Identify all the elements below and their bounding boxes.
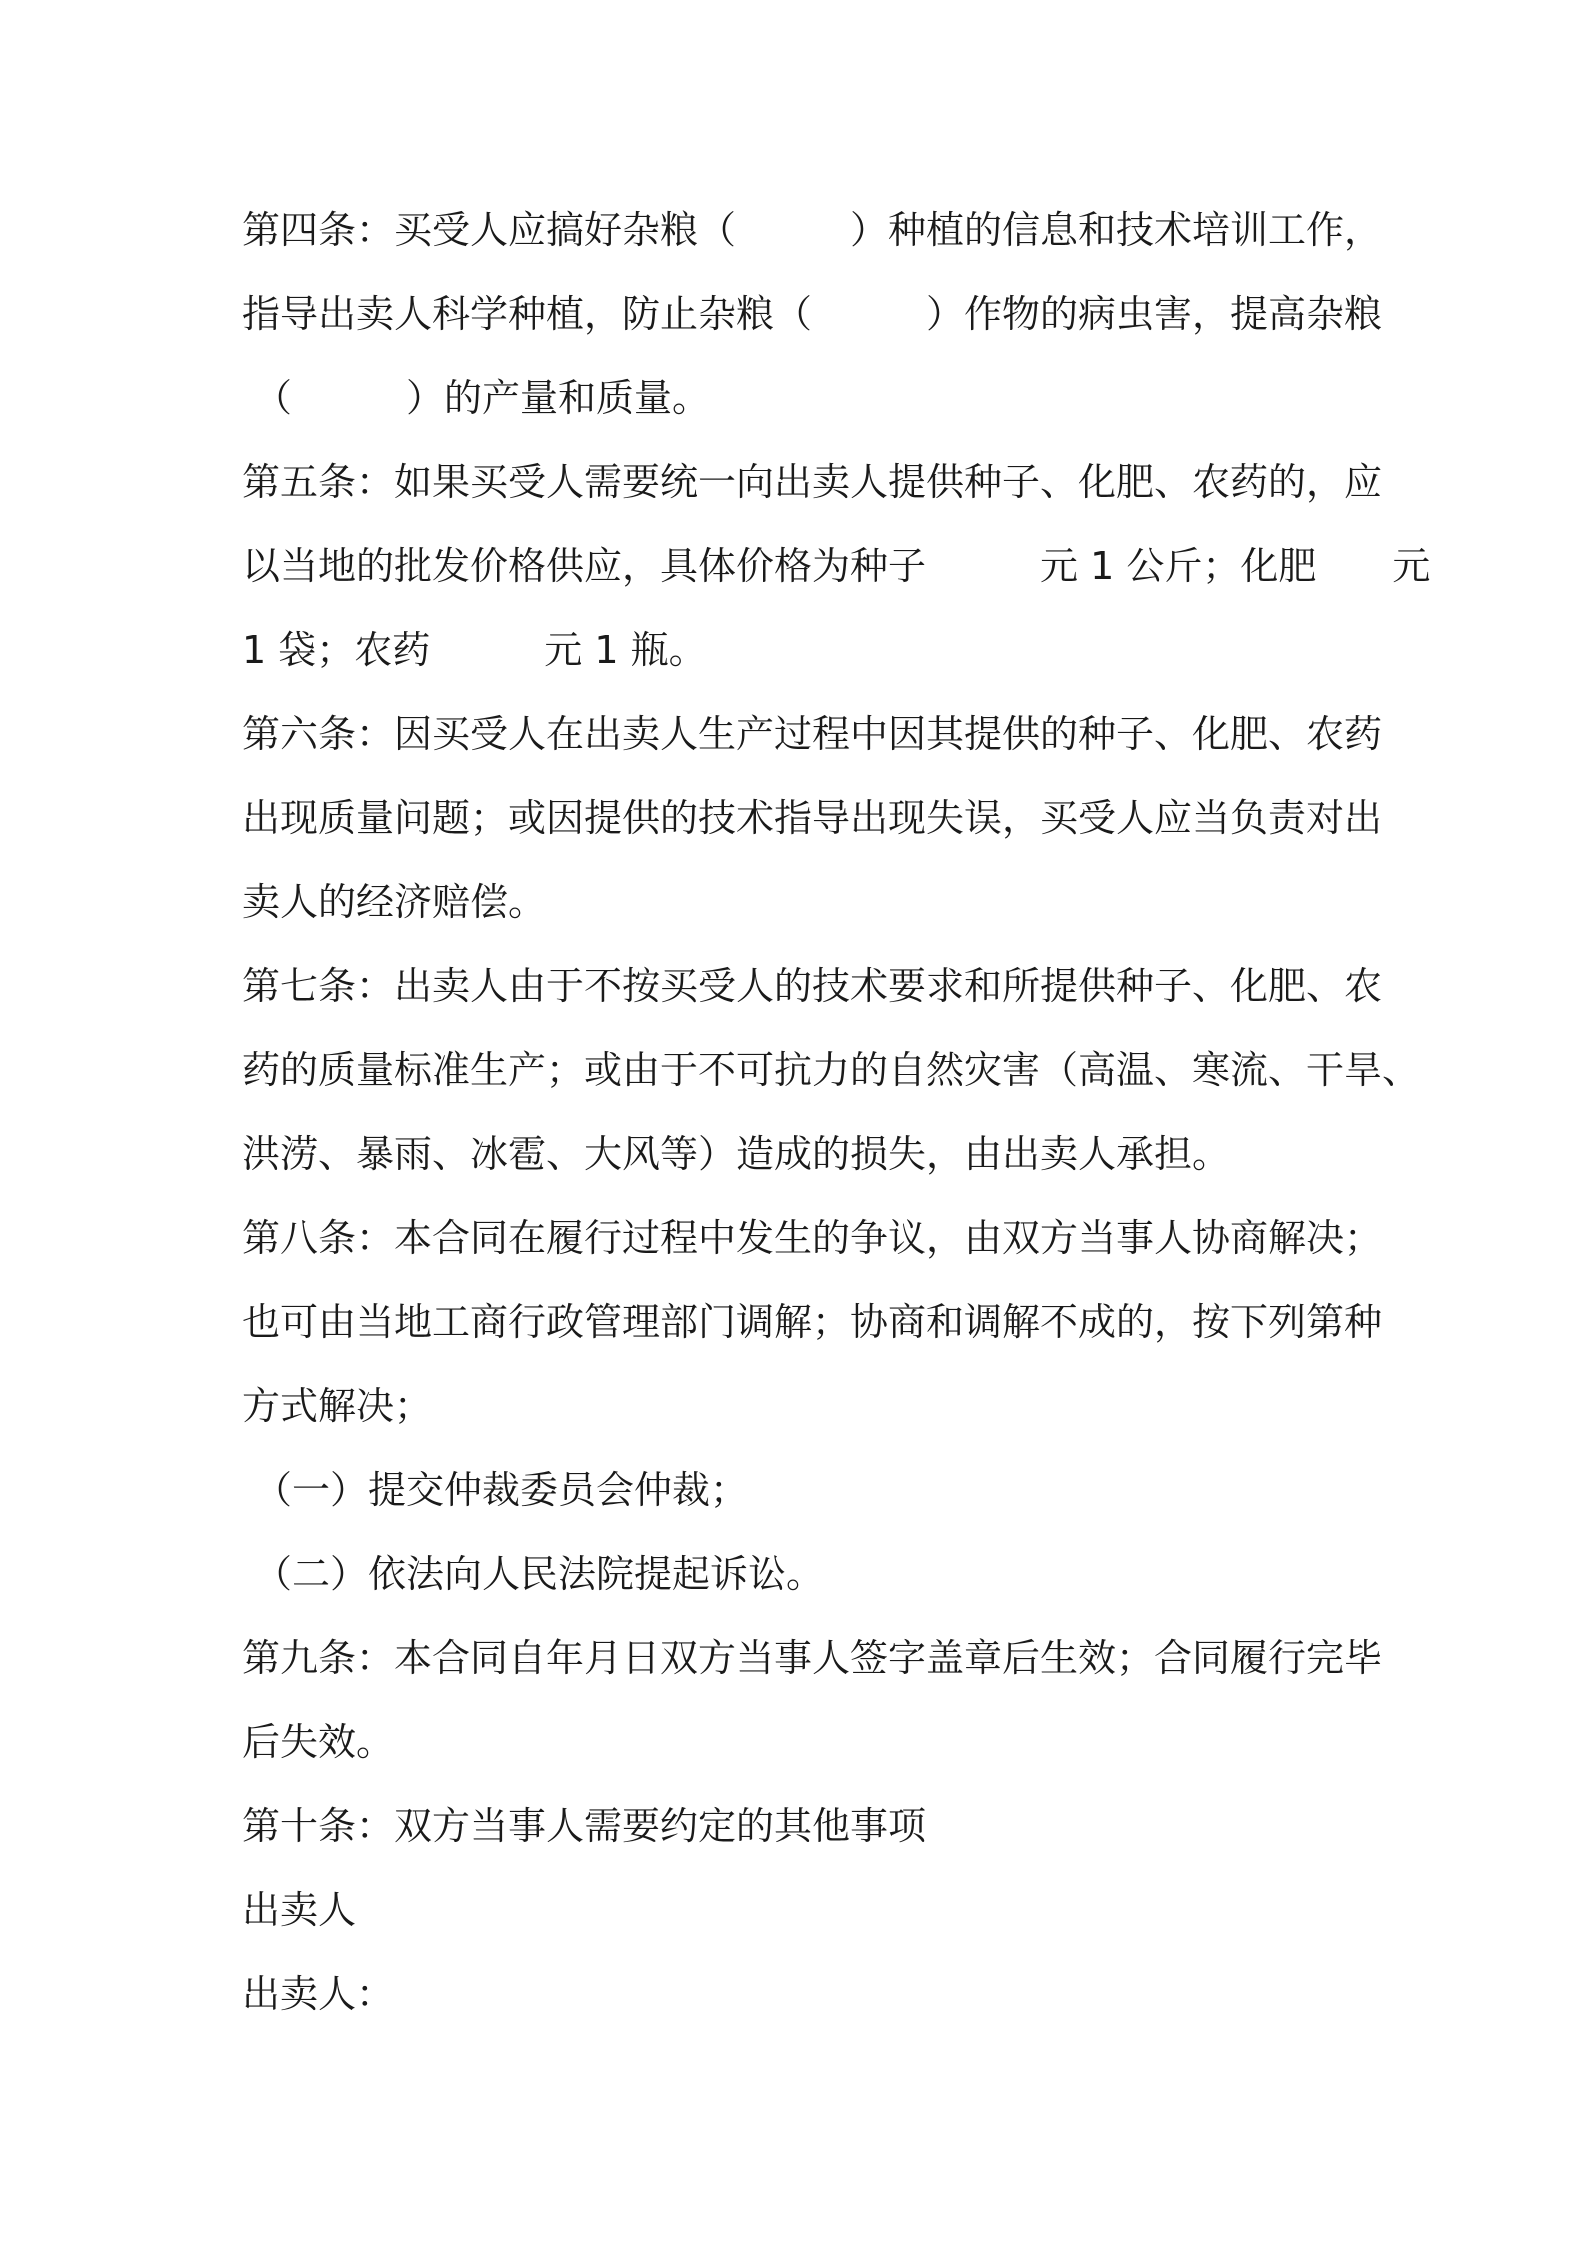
article-6-line-2: 出现质量问题；或因提供的技术指导出现失误，买受人应当负责对出 — [242, 796, 1383, 840]
article-8-line-2: 也可由当地工商行政管理部门调解；协商和调解不成的，按下列第种 — [242, 1300, 1383, 1344]
article-9-line-2: 后失效。 — [242, 1720, 395, 1764]
seller-signature-label: 出卖人： — [242, 1972, 395, 2016]
article-8-option-1: （一）提交仲裁委员会仲裁； — [254, 1468, 749, 1512]
article-7-line-1: 第七条：出卖人由于不按买受人的技术要求和所提供种子、化肥、农 — [242, 964, 1383, 1008]
article-8-line-1: 第八条：本合同在履行过程中发生的争议，由双方当事人协商解决； — [242, 1216, 1383, 1260]
article-5-line-3: 1 袋；农药 元 1 瓶。 — [242, 628, 707, 672]
article-9-line-1: 第九条：本合同自年月日双方当事人签字盖章后生效；合同履行完毕 — [242, 1636, 1383, 1680]
article-6-line-3: 卖人的经济赔偿。 — [242, 880, 547, 924]
article-5-line-2: 以当地的批发价格供应，具体价格为种子 元 1 公斤；化肥 元 — [242, 544, 1431, 588]
article-4-line-3: （ ）的产量和质量。 — [254, 376, 711, 420]
article-8-option-2: （二）依法向人民法院提起诉讼。 — [254, 1552, 825, 1596]
article-6-line-1: 第六条：因买受人在出卖人生产过程中因其提供的种子、化肥、农药 — [242, 712, 1383, 756]
document-body — [242, 188, 1431, 2036]
seller-heading: 出卖人 — [242, 1888, 357, 1932]
article-10-line-1: 第十条：双方当事人需要约定的其他事项 — [242, 1804, 927, 1848]
article-5-line-1: 第五条：如果买受人需要统一向出卖人提供种子、化肥、农药的，应 — [242, 460, 1383, 504]
article-4-line-1: 第四条：买受人应搞好杂粮（ ）种植的信息和技术培训工作， — [242, 208, 1383, 252]
article-8-line-3: 方式解决； — [242, 1384, 433, 1428]
article-7-line-2: 药的质量标准生产；或由于不可抗力的自然灾害（高温、寒流、干旱、 — [242, 1048, 1421, 1092]
article-7-line-3: 洪涝、暴雨、冰雹、大风等）造成的损失，由出卖人承担。 — [242, 1132, 1231, 1176]
article-4-line-2: 指导出卖人科学种植，防止杂粮（ ）作物的病虫害，提高杂粮 — [242, 292, 1383, 336]
